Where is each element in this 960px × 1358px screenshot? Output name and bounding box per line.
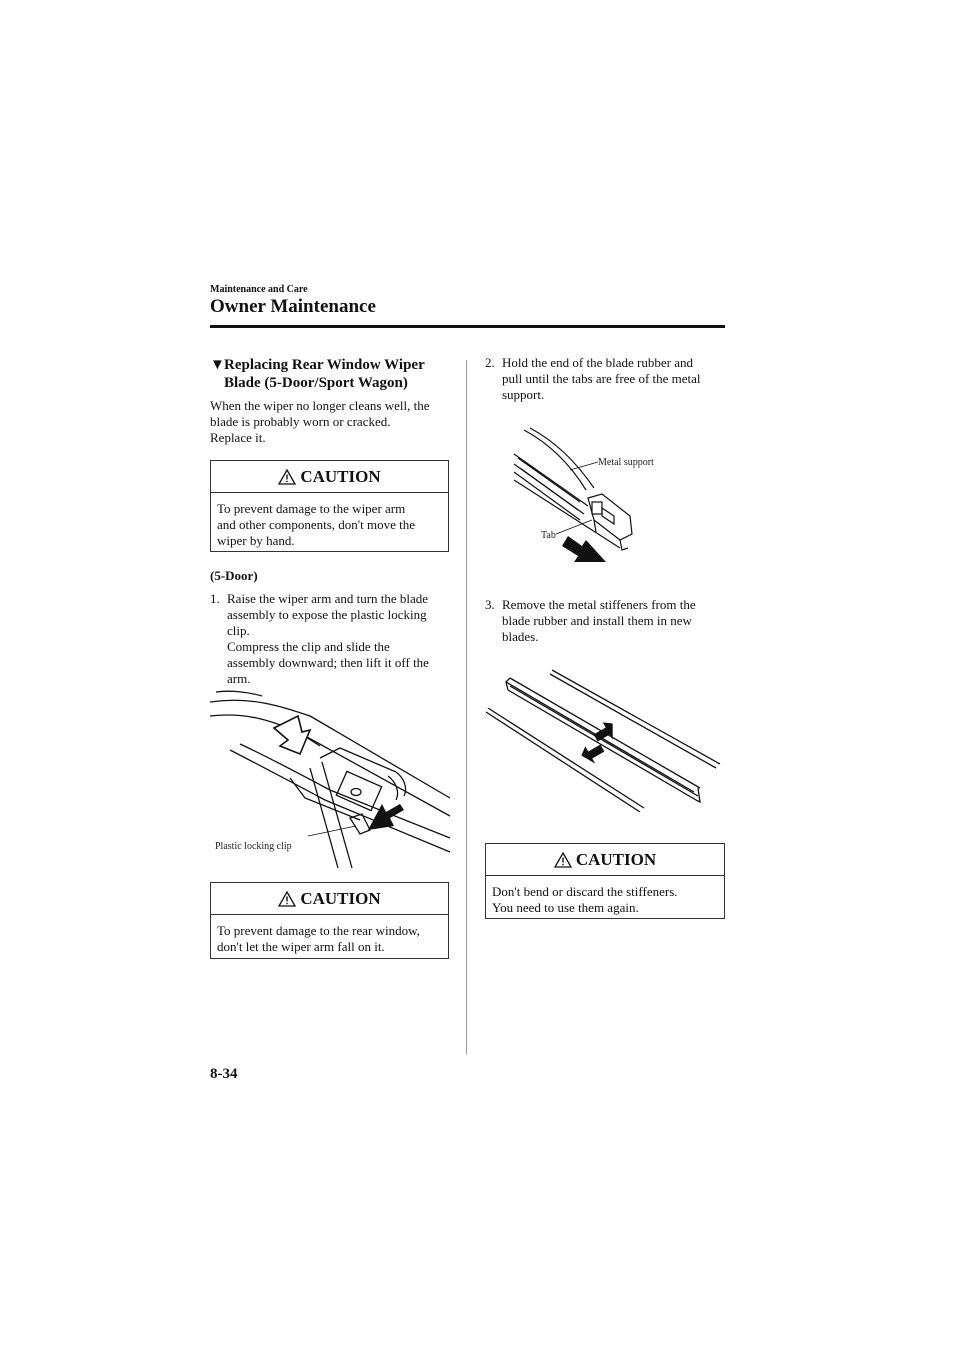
- step-2: [485, 355, 730, 403]
- step-number: 3.: [485, 597, 495, 612]
- step-line: Compress the clip and slide the: [227, 639, 390, 654]
- intro-paragraph: [210, 398, 429, 446]
- step-line: blades.: [502, 629, 539, 644]
- subheading-5-door: (5-Door): [210, 568, 258, 583]
- step-line: arm.: [227, 671, 251, 686]
- caution-line: To prevent damage to the rear window,: [217, 923, 420, 938]
- caution-header: [486, 844, 724, 876]
- intro-line: Replace it.: [210, 430, 266, 445]
- blade-rubber-illustration: [510, 428, 670, 568]
- caution-box: [485, 843, 725, 919]
- stiffeners-illustration: [486, 668, 726, 812]
- header-rule: [210, 325, 725, 328]
- step-line: clip.: [227, 623, 250, 638]
- tab-label: Tab: [541, 530, 556, 541]
- step-line: support.: [502, 387, 545, 402]
- warning-triangle-icon: [554, 852, 572, 868]
- caution-title: CAUTION: [300, 888, 381, 908]
- warning-triangle-icon: [278, 891, 296, 907]
- step-3: [485, 597, 730, 645]
- caution-body: [211, 915, 448, 963]
- caution-body: [486, 876, 724, 924]
- step-line: Raise the wiper arm and turn the blade: [227, 591, 429, 606]
- warning-triangle-icon: [278, 469, 296, 485]
- caution-title: CAUTION: [300, 466, 381, 486]
- caution-body: [211, 493, 448, 557]
- section-heading: [210, 356, 460, 392]
- heading-line-2: Blade (5-Door/Sport Wagon): [224, 375, 408, 391]
- step-line: blade rubber and install them in new: [502, 613, 692, 628]
- caution-title: CAUTION: [575, 849, 657, 869]
- intro-line: blade is probably worn or cracked.: [210, 414, 391, 429]
- step-line: assembly downward; then lift it off the: [227, 655, 429, 670]
- step-line: pull until the tabs are free of the metal: [502, 371, 701, 386]
- intro-line: When the wiper no longer cleans well, the: [210, 398, 430, 413]
- page-title: Owner Maintenance: [210, 296, 376, 317]
- caution-line: To prevent damage to the wiper arm: [217, 501, 406, 516]
- caution-box: [210, 882, 449, 959]
- heading-line-1: Replacing Rear Window Wiper: [224, 357, 425, 373]
- caution-header: [211, 883, 448, 915]
- section-label: Maintenance and Care: [210, 284, 308, 295]
- step-number: 1.: [210, 591, 220, 606]
- caution-header: [211, 461, 448, 493]
- caution-line: Don't bend or discard the stiffeners.: [492, 884, 678, 899]
- step-number: 2.: [485, 355, 495, 370]
- caution-line: You need to use them again.: [492, 900, 639, 915]
- caution-line: wiper by hand.: [217, 533, 295, 548]
- caution-line: and other components, don't move the: [217, 517, 416, 532]
- step-line: Hold the end of the blade rubber and: [502, 355, 693, 370]
- page-number: 8-34: [210, 1066, 238, 1082]
- step-1: [210, 591, 460, 687]
- metal-support-label: Metal support: [598, 457, 654, 468]
- column-divider: [466, 360, 467, 1054]
- step-line: assembly to expose the plastic locking: [227, 607, 427, 622]
- caution-line: don't let the wiper arm fall on it.: [217, 939, 385, 954]
- plastic-locking-clip-label: Plastic locking clip: [215, 841, 292, 852]
- step-line: Remove the metal stiffeners from the: [502, 597, 696, 612]
- caution-box: [210, 460, 449, 552]
- triangle-marker-icon: ▼: [210, 357, 225, 373]
